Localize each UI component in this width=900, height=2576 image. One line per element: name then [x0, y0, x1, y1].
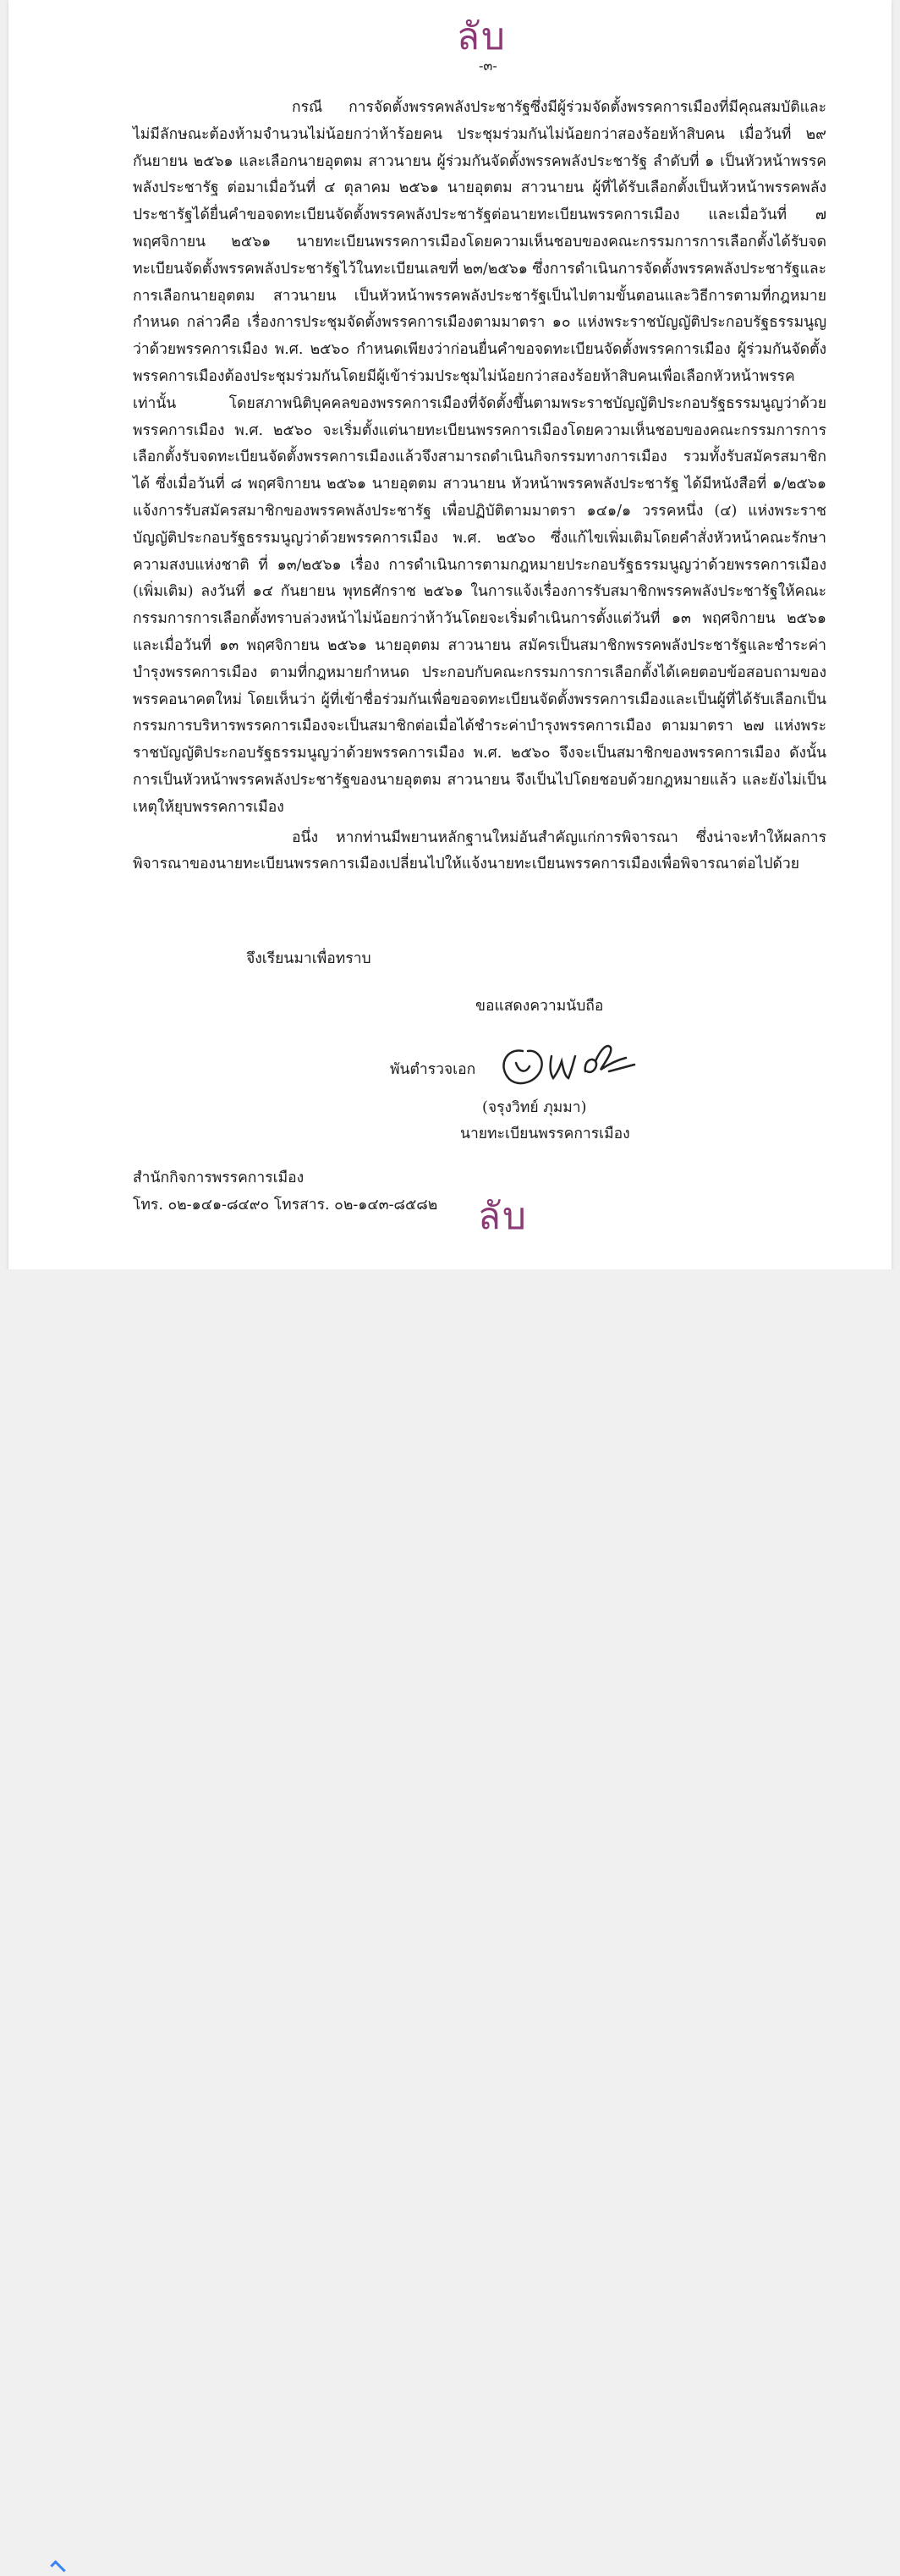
handwritten-signature [491, 1032, 651, 1092]
chevron-up-icon[interactable] [50, 2560, 65, 2575]
office-name: สำนักกิจการพรรคการเมือง [133, 1170, 305, 1186]
confidential-stamp-bottom: ลับ [478, 1195, 528, 1238]
signer-name: (จรุงวิทย์ ภุมมา) [482, 1099, 587, 1116]
document-page [8, 0, 892, 1269]
contact-phone: โทร. ๐๒-๑๔๑-๘๔๙๐ โทรสาร. ๐๒-๑๔๓-๘๕๘๒ [133, 1197, 438, 1214]
paragraph-1: กรณี การจัดตั้งพรรคพลังประชารัฐซึ่งมีผู้ร่วมจัดตั้งพรรคการเมืองที่มีคุณสมบัติและไม่มีลักษณะต้องห้ามจำนวนไม่น้อยกว่าห้าร้อยคน ประชุมร่วมกันไม่น้อยกว่าสองร้อยห้าสิบคน เมื่อวันที่ ๒๙ กันยายน ๒๕๖๑ และเลือกนายอุตตม สาวนายน ผู้ร่วมกันจัดตั้งพรรคพลังประชารัฐ ลำดับที่ ๑ เป็นหัวหน้าพรรคพลังประชารัฐ ต่อมาเมื่อวันที่ ๔ ตุลาคม ๒๕๖๑ นายอุตตม สาวนายน ผู้ที่ได้รับเลือกตั้งเป็นหัวหน้าพรรคพลังประชารัฐได้ยื่นคำขอจดทะเบียนจัดตั้งพรรคพลังประชารัฐต่อนายทะเบียนพรรคการเมือง และเมื่อวันที่ ๗ พฤศจิกายน ๒๕๖๑ นายทะเบียนพรรคการเมืองโดยความเห็นชอบของคณะกรรมการการเลือกตั้งได้รับจดทะเบียนจัดตั้งพรรคพลังประชารัฐไว้ในทะเบียนเลขที่ ๒๓/๒๕๖๑ ซึ่งการดำเนินการจัดตั้งพรรคพลังประชารัฐและการเลือกนายอุตตม สาวนายน เป็นหัวหน้าพรรคพลังประชารัฐเป็นไปตามขั้นตอนและวิธีการตามที่กฎหมายกำหนด กล่าวคือ เรื่องการประชุมจัดตั้งพรรคการเมืองตามมาตรา ๑๐ แห่งพระราชบัญญัติประกอบรัฐธรรมนูญว่าด้วยพรรคการเมือง พ.ศ. ๒๕๖๐ กำหนดเพียงว่าก่อนยื่นคำขอจดทะเบียนจัดตั้งพรรคการเมือง ผู้ร่วมกันจัดตั้งพรรคการเมืองต้องประชุมร่วมกันโดยมีผู้เข้าร่วมประชุมไม่น้อยกว่าสองร้อยห้าสิบคนเพื่อเลือกหัวหน้าพรรคเท่านั้น โดยสภาพนิติบุคคลของพรรคการเมืองที่จัดตั้งขึ้นตามพระราชบัญญัติประกอบรัฐธรรมนูญว่าด้วยพรรคการเมือง พ.ศ. ๒๕๖๐ จะเริ่มตั้งแต่นายทะเบียนพรรคการเมืองโดยความเห็นชอบของคณะกรรมการการเลือกตั้งรับจดทะเบียนจัดตั้งพรรคการเมืองแล้วจึงสามารถดำเนินกิจกรรมทางการเมือง รวมทั้งรับสมัครสมาชิกได้ ซึ่งเมื่อวันที่ ๘ พฤศจิกายน ๒๕๖๑ นายอุตตม สาวนายน หัวหน้าพรรคพลังประชารัฐ ได้มีหนังสือที่ ๑/๒๕๖๑ แจ้งการรับสมัครสมาชิกของพรรคพลังประชารัฐ เพื่อปฏิบัติตามมาตรา ๑๔๑/๑ วรรคหนึ่ง (๔) แห่งพระราชบัญญัติประกอบรัฐธรรมนูญว่าด้วยพรรคการเมือง พ.ศ. ๒๕๖๐ ซึ่งแก้ไขเพิ่มเติมโดยคำสั่งหัวหน้าคณะรักษาความสงบแห่งชาติ ที่ ๑๓/๒๕๖๑ เรื่อง การดำเนินการตามกฎหมายประกอบรัฐธรรมนูญว่าด้วยพรรคการเมือง (เพิ่มเติม) ลงวันที่ ๑๔ กันยายน พุทธศักราช ๒๕๖๑ ในการแจ้งเรื่องการรับสมาชิกพรรคพลังประชารัฐให้คณะกรรมการการเลือกตั้งทราบล่วงหน้าไม่น้อยกว่าห้าวันโดยจะเริ่มดำเนินการตั้งแต่วันที่ ๑๓ พฤศจิกายน ๒๕๖๑ และเมื่อวันที่ ๑๓ พฤศจิกายน ๒๕๖๑ นายอุตตม สาวนายน สมัครเป็นสมาชิกพรรคพลังประชารัฐและชำระค่าบำรุงพรรคการเมือง ตามที่กฎหมายกำหนด ประกอบกับคณะกรรมการการเลือกตั้งได้เคยตอบข้อสอบถามของพรรคอนาคตใหม่ โดยเห็นว่า ผู้ที่เข้าชื่อร่วมกันเพื่อขอจดทะเบียนจัดตั้งพรรคการเมืองและเป็นผู้ที่ได้รับเลือกเป็นกรรมการบริหารพรรคการเมืองจะเป็นสมาชิกต่อเมื่อได้ชำระค่าบำรุงพรรคการเมือง ตามมาตรา ๒๗ แห่งพระราชบัญญัติประกอบรัฐธรรมนูญว่าด้วยพรรคการเมือง พ.ศ. ๒๕๖๐ จึงจะเป็นสมาชิกของพรรคการเมือง ดังนั้น การเป็นหัวหน้าพรรคพลังประชารัฐของนายอุตตม สาวนายน จึงเป็นไปโดยชอบด้วยกฎหมายแล้ว และยังไม่เป็นเหตุให้ยุบพรรคการเมือง [133, 99, 826, 816]
viewer-footer [0, 1269, 900, 1303]
paragraph-2: อนึ่ง หากท่านมีพยานหลักฐานใหม่อันสำคัญแก่การพิจารณา ซึ่งน่าจะทำให้ผลการพิจารณาของนายทะเบียนพรรคการเมืองเปลี่ยนไปให้แจ้งนายทะเบียนพรรคการเมืองเพื่อพิจารณาต่อไปด้วย [133, 828, 826, 873]
salutation: จึงเรียนมาเพื่อทราบ [246, 950, 371, 967]
signer-rank: พันตำรวจเอก [390, 1061, 476, 1078]
confidential-stamp-top: ลับ [457, 15, 507, 58]
letter-body [133, 95, 826, 878]
page-number: -๓- [479, 58, 497, 74]
closing: ขอแสดงความนับถือ [475, 998, 604, 1015]
signer-title: นายทะเบียนพรรคการเมือง [460, 1126, 630, 1142]
